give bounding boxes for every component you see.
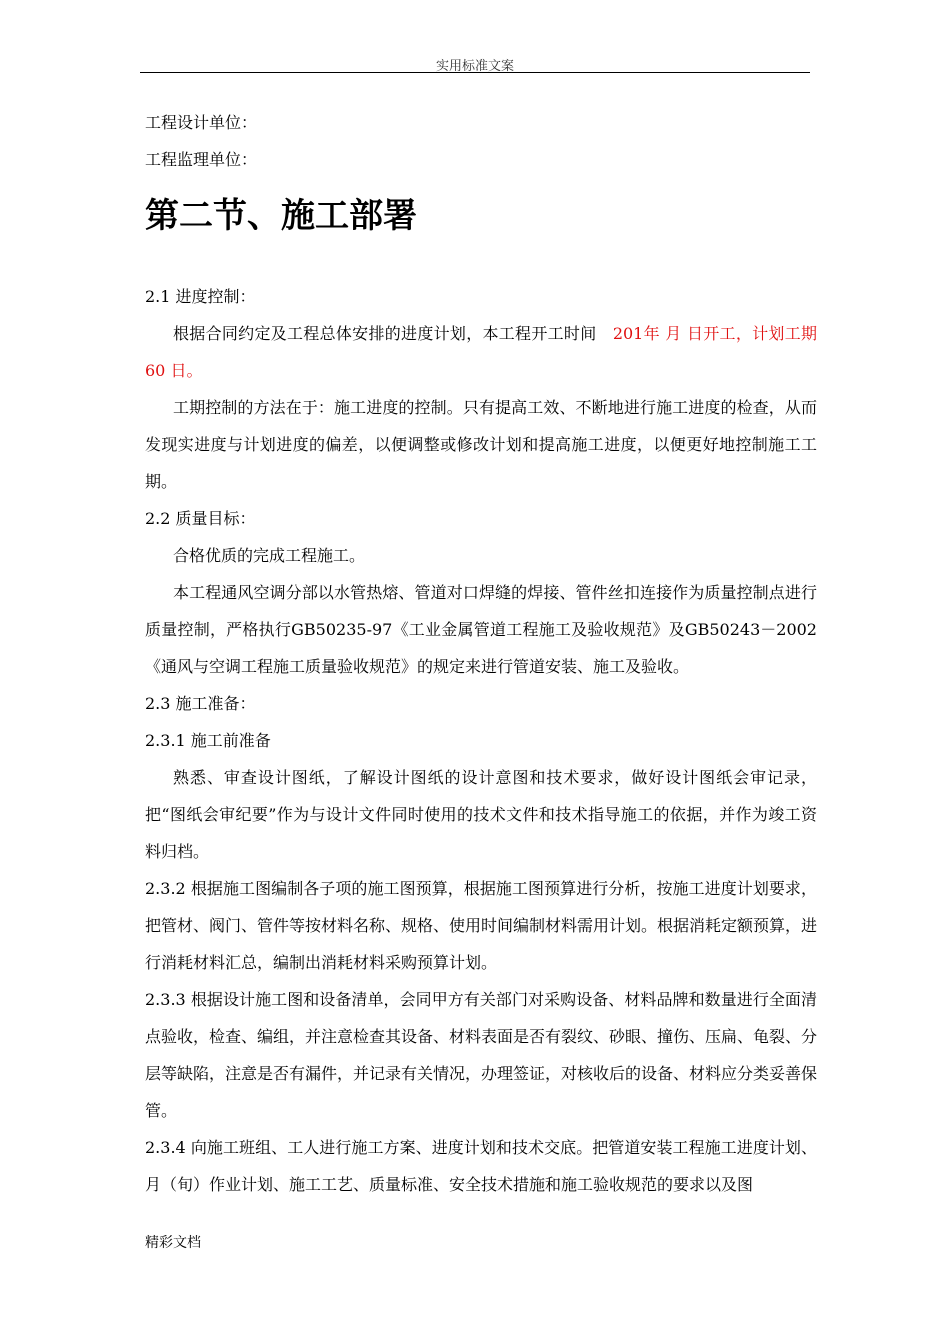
- heading-2-2: 2.2 质量目标：: [145, 509, 256, 528]
- header-rule: [140, 72, 810, 73]
- schedule-text: 根据合同约定及工程总体安排的进度计划，本工程开工时间: [173, 324, 597, 343]
- start-date-text: 201年 月 日开工，计划工期 60 日。: [145, 324, 817, 380]
- page-footer: 精彩文档: [145, 1235, 201, 1251]
- heading-2-1: 2.1 进度控制：: [145, 287, 256, 306]
- paragraph-2-3-3: 2.3.3 根据设计施工图和设备清单，会同甲方有关部门对采购设备、材料品牌和数量进行全面清点验收，检查、编组，并注意检查其设备、材料表面是否有裂纹、砂眼、撞伤、压扁、龟裂、分层等缺陷，注意是否有漏件，并记录有关情况，办理签证，对核收后的设备、材料应分类妥善保管。: [145, 990, 818, 1120]
- document-body: [145, 104, 817, 1203]
- heading-2-3: 2.3 施工准备：: [145, 694, 256, 713]
- paragraph-2-3-1: 熟悉、审查设计图纸，了解设计图纸的设计意图和技术要求，做好设计图纸会审记录，把“图纸会审纪要”作为与设计文件同时使用的技术文件和技术指导施工的依据，并作为竣工资料归档。: [145, 768, 817, 861]
- page-header: 实用标准文案: [435, 59, 514, 74]
- section-title: 第二节、施工部署: [145, 196, 417, 236]
- paragraph-2-2-1: 合格优质的完成工程施工。: [173, 546, 366, 565]
- supervision-unit-field: 工程监理单位：: [145, 150, 258, 169]
- paragraph-2-1-1: [145, 315, 817, 389]
- paragraph-2-3-2: 2.3.2 根据施工图编制各子项的施工图预算，根据施工图预算进行分析，按施工进度计划要求，把管材、阀门、管件等按材料名称、规格、使用时间编制材料需用计划。根据消耗定额预算，进行消耗材料汇总，编制出消耗材料采购预算计划。: [145, 879, 818, 972]
- paragraph-2-1-2: 工期控制的方法在于：施工进度的控制。只有提高工效、不断地进行施工进度的检查，从而发现实进度与计划进度的偏差，以便调整或修改计划和提高施工进度，以便更好地控制施工工期。: [145, 398, 817, 491]
- paragraph-2-2-2: 本工程通风空调分部以水管热熔、管道对口焊缝的焊接、管件丝扣连接作为质量控制点进行质量控制，严格执行GB50235-97《工业金属管道工程施工及验收规范》及GB50243－2002《通风与空调工程施工质量验收规范》的规定来进行管道安装、施工及验收。: [145, 583, 817, 676]
- design-unit-field: 工程设计单位：: [145, 113, 258, 132]
- heading-2-3-1: 2.3.1 施工前准备: [145, 731, 271, 750]
- paragraph-2-3-4: 2.3.4 向施工班组、工人进行施工方案、进度计划和技术交底。把管道安装工程施工进度计划、月（旬）作业计划、施工工艺、质量标准、安全技术措施和施工验收规范的要求以及图: [145, 1138, 817, 1194]
